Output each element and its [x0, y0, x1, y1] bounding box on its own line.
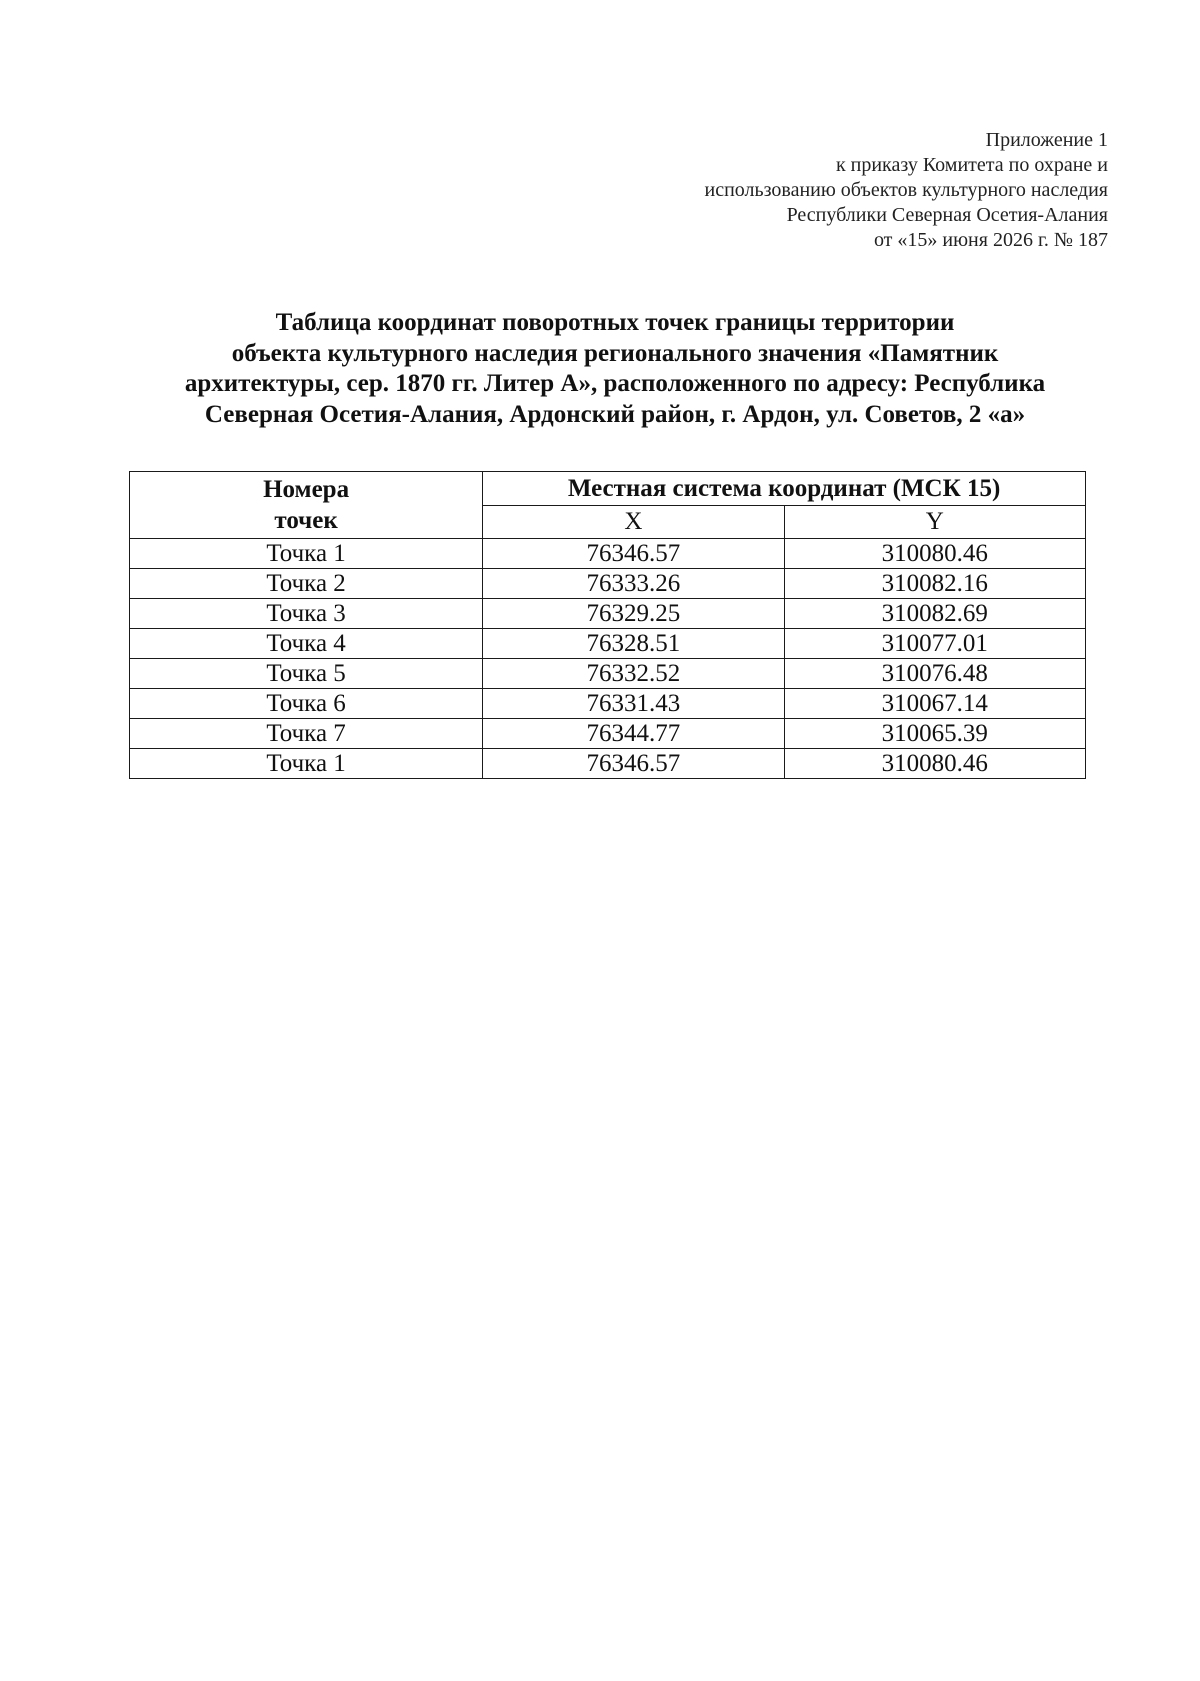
table-body	[130, 539, 1086, 779]
table-row	[130, 659, 1086, 689]
title-line-3: архитектуры, сер. 1870 гг. Литер А», расположенного по адресу: Республика	[184, 370, 1046, 397]
appendix-line-1: Приложение 1	[985, 129, 1108, 151]
cell-y: 310065.39	[784, 719, 1085, 749]
header-point-numbers-line-1: Номера	[263, 476, 350, 503]
cell-y: 310077.01	[784, 629, 1085, 659]
cell-y: 310082.16	[784, 569, 1085, 599]
table-row	[130, 689, 1086, 719]
table-header	[130, 472, 1086, 539]
header-point-numbers-line-2: точек	[274, 507, 338, 534]
title-line-4: Северная Осетия-Алания, Ардонский район, г. Ардон, ул. Советов, 2 «а»	[204, 400, 1026, 428]
cell-point: Точка 1	[130, 749, 483, 779]
cell-x: 76329.25	[483, 599, 784, 629]
coordinates-table	[129, 471, 1086, 779]
cell-y: 310080.46	[784, 539, 1085, 569]
header-y: Y	[784, 506, 1085, 539]
cell-x: 76331.43	[483, 689, 784, 719]
cell-y: 310080.46	[784, 749, 1085, 779]
cell-point: Точка 7	[130, 719, 483, 749]
cell-x: 76328.51	[483, 629, 784, 659]
table-row	[130, 749, 1086, 779]
appendix-block	[705, 128, 1109, 253]
cell-point: Точка 3	[130, 599, 483, 629]
cell-y: 310076.48	[784, 659, 1085, 689]
appendix-line-4: Республики Северная Осетия-Алания	[786, 204, 1108, 226]
appendix-line-2: к приказу Комитета по охране и	[835, 154, 1108, 176]
table-header-row	[130, 472, 1086, 506]
table-row	[130, 599, 1086, 629]
cell-point: Точка 1	[130, 539, 483, 569]
appendix-line-3: использованию объектов культурного наследия	[704, 179, 1108, 201]
table-row	[130, 719, 1086, 749]
cell-x: 76346.57	[483, 539, 784, 569]
cell-y: 310082.69	[784, 599, 1085, 629]
cell-y: 310067.14	[784, 689, 1085, 719]
header-x: X	[483, 506, 784, 539]
table-row	[130, 569, 1086, 599]
cell-x: 76332.52	[483, 659, 784, 689]
cell-x: 76333.26	[483, 569, 784, 599]
cell-point: Точка 5	[130, 659, 483, 689]
header-point-numbers	[130, 472, 483, 539]
cell-point: Точка 2	[130, 569, 483, 599]
cell-point: Точка 6	[130, 689, 483, 719]
title-line-2: объекта культурного наследия регионального значения «Памятник	[231, 339, 999, 367]
cell-x: 76346.57	[483, 749, 784, 779]
header-coordinate-system: Местная система координат (МСК 15)	[483, 472, 1086, 506]
table-row	[130, 539, 1086, 569]
cell-x: 76344.77	[483, 719, 784, 749]
appendix-line-5: от «15» июня 2026 г. № 187	[873, 229, 1108, 251]
table-row	[130, 629, 1086, 659]
cell-point: Точка 4	[130, 629, 483, 659]
title-line-1: Таблица координат поворотных точек границы территории	[275, 309, 955, 336]
document-title	[110, 308, 1120, 430]
